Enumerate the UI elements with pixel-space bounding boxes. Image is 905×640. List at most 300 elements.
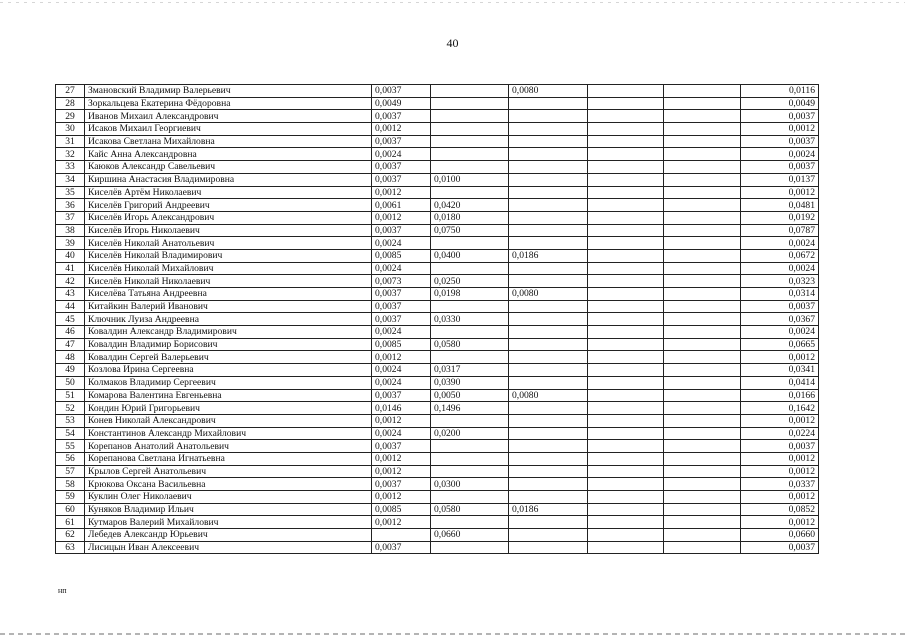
share-col-1: 0,0024 <box>372 376 431 389</box>
share-total: 0,0037 <box>741 161 819 174</box>
share-col-4 <box>588 503 664 516</box>
share-total: 0,0367 <box>741 313 819 326</box>
row-number: 52 <box>56 402 85 415</box>
table-row <box>56 300 819 313</box>
table-row <box>56 478 819 491</box>
share-col-5 <box>664 262 741 275</box>
share-col-3 <box>509 491 588 504</box>
holder-name: Зоркальцева Екатерина Фёдоровна <box>85 97 372 110</box>
row-number: 31 <box>56 135 85 148</box>
share-col-5 <box>664 529 741 542</box>
row-number: 44 <box>56 300 85 313</box>
share-col-4 <box>588 541 664 554</box>
share-col-4 <box>588 465 664 478</box>
share-col-2 <box>431 541 509 554</box>
row-number: 37 <box>56 211 85 224</box>
share-col-3 <box>509 516 588 529</box>
holder-name: Киселёв Николай Владимирович <box>85 249 372 262</box>
share-total: 0,0024 <box>741 262 819 275</box>
table-row <box>56 237 819 250</box>
share-col-4 <box>588 338 664 351</box>
share-col-1: 0,0012 <box>372 491 431 504</box>
table-row <box>56 313 819 326</box>
row-number: 29 <box>56 110 85 123</box>
holder-name: Лебедев Александр Юрьевич <box>85 529 372 542</box>
row-number: 38 <box>56 224 85 237</box>
share-col-5 <box>664 326 741 339</box>
share-col-4 <box>588 326 664 339</box>
holder-name: Киселёва Татьяна Андреевна <box>85 288 372 301</box>
share-col-4 <box>588 364 664 377</box>
share-col-1: 0,0061 <box>372 199 431 212</box>
share-col-3 <box>509 326 588 339</box>
share-total: 0,0012 <box>741 186 819 199</box>
table-row <box>56 199 819 212</box>
share-col-5 <box>664 123 741 136</box>
holder-name: Корепанова Светлана Игнатьевна <box>85 452 372 465</box>
table-row <box>56 123 819 136</box>
share-col-5 <box>664 288 741 301</box>
holder-name: Куняков Владимир Ильич <box>85 503 372 516</box>
row-number: 43 <box>56 288 85 301</box>
share-col-3: 0,0080 <box>509 389 588 402</box>
share-col-1: 0,0024 <box>372 364 431 377</box>
share-col-1: 0,0012 <box>372 414 431 427</box>
row-number: 28 <box>56 97 85 110</box>
share-col-5 <box>664 211 741 224</box>
table-row <box>56 414 819 427</box>
share-col-1: 0,0012 <box>372 516 431 529</box>
table-row <box>56 173 819 186</box>
row-number: 41 <box>56 262 85 275</box>
share-total: 0,0012 <box>741 465 819 478</box>
row-number: 35 <box>56 186 85 199</box>
share-col-3 <box>509 211 588 224</box>
row-number: 50 <box>56 376 85 389</box>
share-col-2: 0,1496 <box>431 402 509 415</box>
table-row <box>56 452 819 465</box>
share-total: 0,0323 <box>741 275 819 288</box>
share-col-3 <box>509 440 588 453</box>
scan-edge-bottom <box>0 633 905 635</box>
shareholder-table <box>55 84 819 554</box>
share-total: 0,0481 <box>741 199 819 212</box>
share-col-1: 0,0037 <box>372 161 431 174</box>
share-col-2: 0,0390 <box>431 376 509 389</box>
share-total: 0,0024 <box>741 326 819 339</box>
share-col-5 <box>664 465 741 478</box>
share-total: 0,0660 <box>741 529 819 542</box>
share-col-4 <box>588 85 664 98</box>
share-col-1: 0,0049 <box>372 97 431 110</box>
share-col-2 <box>431 97 509 110</box>
row-number: 59 <box>56 491 85 504</box>
row-number: 47 <box>56 338 85 351</box>
share-col-5 <box>664 427 741 440</box>
share-col-2 <box>431 351 509 364</box>
share-col-2 <box>431 414 509 427</box>
row-number: 51 <box>56 389 85 402</box>
share-col-3 <box>509 148 588 161</box>
share-col-2 <box>431 123 509 136</box>
row-number: 62 <box>56 529 85 542</box>
share-col-4 <box>588 110 664 123</box>
holder-name: Иванов Михаил Александрович <box>85 110 372 123</box>
row-number: 57 <box>56 465 85 478</box>
table-body <box>56 85 819 554</box>
holder-name: Ключник Луиза Андреевна <box>85 313 372 326</box>
share-col-3 <box>509 186 588 199</box>
share-col-5 <box>664 110 741 123</box>
share-col-1: 0,0037 <box>372 478 431 491</box>
share-col-1: 0,0037 <box>372 110 431 123</box>
share-col-5 <box>664 414 741 427</box>
share-col-2: 0,0050 <box>431 389 509 402</box>
share-col-1: 0,0085 <box>372 503 431 516</box>
share-col-1: 0,0085 <box>372 249 431 262</box>
share-col-5 <box>664 135 741 148</box>
share-total: 0,0037 <box>741 110 819 123</box>
share-col-5 <box>664 478 741 491</box>
row-number: 45 <box>56 313 85 326</box>
share-col-2 <box>431 262 509 275</box>
holder-name: Крылов Сергей Анатольевич <box>85 465 372 478</box>
table-row <box>56 110 819 123</box>
share-col-5 <box>664 491 741 504</box>
share-col-1: 0,0012 <box>372 186 431 199</box>
row-number: 27 <box>56 85 85 98</box>
share-total: 0,0037 <box>741 300 819 313</box>
share-col-5 <box>664 275 741 288</box>
share-col-3: 0,0186 <box>509 503 588 516</box>
share-total: 0,0224 <box>741 427 819 440</box>
table-row <box>56 211 819 224</box>
share-col-3 <box>509 529 588 542</box>
share-col-1: 0,0012 <box>372 465 431 478</box>
share-col-4 <box>588 529 664 542</box>
share-col-2: 0,0330 <box>431 313 509 326</box>
share-col-2 <box>431 300 509 313</box>
share-col-3 <box>509 541 588 554</box>
share-col-4 <box>588 516 664 529</box>
share-total: 0,0012 <box>741 351 819 364</box>
share-col-4 <box>588 351 664 364</box>
share-col-1: 0,0024 <box>372 427 431 440</box>
table-row <box>56 275 819 288</box>
share-col-2: 0,0300 <box>431 478 509 491</box>
share-col-4 <box>588 376 664 389</box>
row-number: 34 <box>56 173 85 186</box>
share-col-5 <box>664 364 741 377</box>
share-col-4 <box>588 300 664 313</box>
holder-name: Крюкова Оксана Васильевна <box>85 478 372 491</box>
holder-name: Исакова Светлана Михайловна <box>85 135 372 148</box>
share-total: 0,0852 <box>741 503 819 516</box>
table-row <box>56 427 819 440</box>
row-number: 48 <box>56 351 85 364</box>
share-col-3 <box>509 224 588 237</box>
table-row <box>56 161 819 174</box>
table-row <box>56 402 819 415</box>
share-col-2 <box>431 135 509 148</box>
row-number: 33 <box>56 161 85 174</box>
holder-name: Корепанов Анатолий Анатольевич <box>85 440 372 453</box>
share-col-1 <box>372 529 431 542</box>
share-col-5 <box>664 389 741 402</box>
holder-name: Кутмаров Валерий Михайлович <box>85 516 372 529</box>
share-col-1: 0,0024 <box>372 262 431 275</box>
holder-name: Ковалдин Владимир Борисович <box>85 338 372 351</box>
holder-name: Колмаков Владимир Сергеевич <box>85 376 372 389</box>
share-total: 0,0037 <box>741 541 819 554</box>
row-number: 49 <box>56 364 85 377</box>
share-col-1: 0,0037 <box>372 135 431 148</box>
share-col-2 <box>431 85 509 98</box>
share-total: 0,0012 <box>741 491 819 504</box>
table-row <box>56 529 819 542</box>
table-row <box>56 351 819 364</box>
share-col-4 <box>588 97 664 110</box>
table-row <box>56 376 819 389</box>
share-total: 0,0166 <box>741 389 819 402</box>
share-col-5 <box>664 503 741 516</box>
table-row <box>56 516 819 529</box>
share-total: 0,0012 <box>741 516 819 529</box>
share-col-4 <box>588 199 664 212</box>
share-col-3 <box>509 427 588 440</box>
share-total: 0,0037 <box>741 135 819 148</box>
share-col-4 <box>588 313 664 326</box>
share-col-1: 0,0037 <box>372 288 431 301</box>
share-col-2: 0,0200 <box>431 427 509 440</box>
share-col-1: 0,0085 <box>372 338 431 351</box>
share-col-3: 0,0080 <box>509 288 588 301</box>
share-total: 0,0012 <box>741 123 819 136</box>
share-col-5 <box>664 249 741 262</box>
share-col-2: 0,0317 <box>431 364 509 377</box>
share-col-5 <box>664 161 741 174</box>
share-total: 0,0414 <box>741 376 819 389</box>
holder-name: Киселёв Николай Михайлович <box>85 262 372 275</box>
share-col-2 <box>431 148 509 161</box>
share-col-4 <box>588 440 664 453</box>
share-col-2 <box>431 186 509 199</box>
share-col-2 <box>431 465 509 478</box>
share-col-2: 0,0180 <box>431 211 509 224</box>
holder-name: Киселёв Николай Анатольевич <box>85 237 372 250</box>
share-col-4 <box>588 123 664 136</box>
share-col-4 <box>588 427 664 440</box>
share-col-3 <box>509 313 588 326</box>
row-number: 63 <box>56 541 85 554</box>
table-row <box>56 288 819 301</box>
share-col-1: 0,0037 <box>372 313 431 326</box>
share-col-5 <box>664 402 741 415</box>
share-col-4 <box>588 135 664 148</box>
table-row <box>56 224 819 237</box>
share-col-5 <box>664 541 741 554</box>
table-row <box>56 338 819 351</box>
share-col-1: 0,0012 <box>372 123 431 136</box>
share-col-2: 0,0420 <box>431 199 509 212</box>
table-row <box>56 364 819 377</box>
table-row <box>56 148 819 161</box>
share-total: 0,1642 <box>741 402 819 415</box>
share-col-5 <box>664 516 741 529</box>
share-col-1: 0,0037 <box>372 224 431 237</box>
share-col-4 <box>588 478 664 491</box>
share-col-2 <box>431 452 509 465</box>
share-col-1: 0,0024 <box>372 326 431 339</box>
share-col-1: 0,0037 <box>372 85 431 98</box>
share-col-2 <box>431 516 509 529</box>
share-col-4 <box>588 288 664 301</box>
share-col-5 <box>664 224 741 237</box>
holder-name: Ковалдин Александр Владимирович <box>85 326 372 339</box>
table-row <box>56 491 819 504</box>
share-total: 0,0012 <box>741 414 819 427</box>
holder-name: Киселёв Григорий Андреевич <box>85 199 372 212</box>
share-col-5 <box>664 313 741 326</box>
share-col-5 <box>664 199 741 212</box>
share-col-1: 0,0037 <box>372 300 431 313</box>
table-row <box>56 249 819 262</box>
holder-name: Киселёв Николай Николаевич <box>85 275 372 288</box>
holder-name: Исаков Михаил Георгиевич <box>85 123 372 136</box>
share-col-2 <box>431 440 509 453</box>
share-col-3: 0,0080 <box>509 85 588 98</box>
table-row <box>56 503 819 516</box>
share-col-2 <box>431 161 509 174</box>
holder-name: Козлова Ирина Сергеевна <box>85 364 372 377</box>
share-total: 0,0012 <box>741 452 819 465</box>
share-col-1: 0,0012 <box>372 211 431 224</box>
row-number: 60 <box>56 503 85 516</box>
share-col-4 <box>588 224 664 237</box>
share-col-2: 0,0100 <box>431 173 509 186</box>
share-col-1: 0,0037 <box>372 173 431 186</box>
share-col-4 <box>588 452 664 465</box>
share-total: 0,0337 <box>741 478 819 491</box>
table-row <box>56 465 819 478</box>
share-col-5 <box>664 148 741 161</box>
holder-name: Кайс Анна Александровна <box>85 148 372 161</box>
share-col-3 <box>509 414 588 427</box>
share-total: 0,0314 <box>741 288 819 301</box>
share-col-5 <box>664 351 741 364</box>
holder-name: Китайкин Валерий Иванович <box>85 300 372 313</box>
share-total: 0,0024 <box>741 237 819 250</box>
share-col-1: 0,0037 <box>372 541 431 554</box>
share-col-4 <box>588 389 664 402</box>
share-total: 0,0024 <box>741 148 819 161</box>
holder-name: Ковалдин Сергей Валерьевич <box>85 351 372 364</box>
holder-name: Лисицын Иван Алексеевич <box>85 541 372 554</box>
row-number: 53 <box>56 414 85 427</box>
share-col-2: 0,0750 <box>431 224 509 237</box>
share-col-4 <box>588 262 664 275</box>
share-col-3 <box>509 161 588 174</box>
share-col-5 <box>664 452 741 465</box>
share-total: 0,0116 <box>741 85 819 98</box>
share-col-2 <box>431 491 509 504</box>
share-col-5 <box>664 85 741 98</box>
share-col-3 <box>509 478 588 491</box>
table-row <box>56 135 819 148</box>
table-row <box>56 97 819 110</box>
share-col-5 <box>664 173 741 186</box>
share-col-3 <box>509 452 588 465</box>
footer-mark: нп <box>58 586 67 595</box>
holder-name: Киршина Анастасия Владимировна <box>85 173 372 186</box>
share-col-2: 0,0400 <box>431 249 509 262</box>
share-total: 0,0137 <box>741 173 819 186</box>
share-col-2 <box>431 237 509 250</box>
share-col-1: 0,0024 <box>372 148 431 161</box>
share-col-5 <box>664 440 741 453</box>
share-col-5 <box>664 237 741 250</box>
share-col-3 <box>509 123 588 136</box>
share-col-1: 0,0012 <box>372 351 431 364</box>
page-number: 40 <box>446 36 459 50</box>
share-col-4 <box>588 414 664 427</box>
share-col-1: 0,0012 <box>372 452 431 465</box>
table-row <box>56 541 819 554</box>
holder-name: Каюков Александр Савельевич <box>85 161 372 174</box>
row-number: 32 <box>56 148 85 161</box>
share-col-3 <box>509 135 588 148</box>
share-col-3 <box>509 300 588 313</box>
share-total: 0,0341 <box>741 364 819 377</box>
share-col-5 <box>664 338 741 351</box>
share-total: 0,0037 <box>741 440 819 453</box>
row-number: 39 <box>56 237 85 250</box>
holder-name: Киселёв Артём Николаевич <box>85 186 372 199</box>
share-col-4 <box>588 161 664 174</box>
share-col-2: 0,0580 <box>431 503 509 516</box>
share-col-2: 0,0580 <box>431 338 509 351</box>
row-number: 58 <box>56 478 85 491</box>
share-col-5 <box>664 376 741 389</box>
share-col-3 <box>509 110 588 123</box>
share-col-1: 0,0073 <box>372 275 431 288</box>
share-total: 0,0672 <box>741 249 819 262</box>
share-col-3 <box>509 275 588 288</box>
share-col-3 <box>509 262 588 275</box>
share-col-4 <box>588 491 664 504</box>
holder-name: Киселёв Игорь Николаевич <box>85 224 372 237</box>
share-col-3: 0,0186 <box>509 249 588 262</box>
share-col-2 <box>431 326 509 339</box>
share-col-4 <box>588 237 664 250</box>
share-col-3 <box>509 199 588 212</box>
share-col-3 <box>509 237 588 250</box>
row-number: 42 <box>56 275 85 288</box>
row-number: 36 <box>56 199 85 212</box>
holder-name: Киселёв Игорь Александрович <box>85 211 372 224</box>
share-col-4 <box>588 275 664 288</box>
share-col-5 <box>664 300 741 313</box>
holder-name: Конев Николай Александрович <box>85 414 372 427</box>
share-col-2 <box>431 110 509 123</box>
table-row <box>56 389 819 402</box>
row-number: 61 <box>56 516 85 529</box>
share-col-1: 0,0146 <box>372 402 431 415</box>
scan-edge-top <box>0 2 905 3</box>
row-number: 55 <box>56 440 85 453</box>
holder-name: Куклин Олег Николаевич <box>85 491 372 504</box>
share-col-4 <box>588 186 664 199</box>
